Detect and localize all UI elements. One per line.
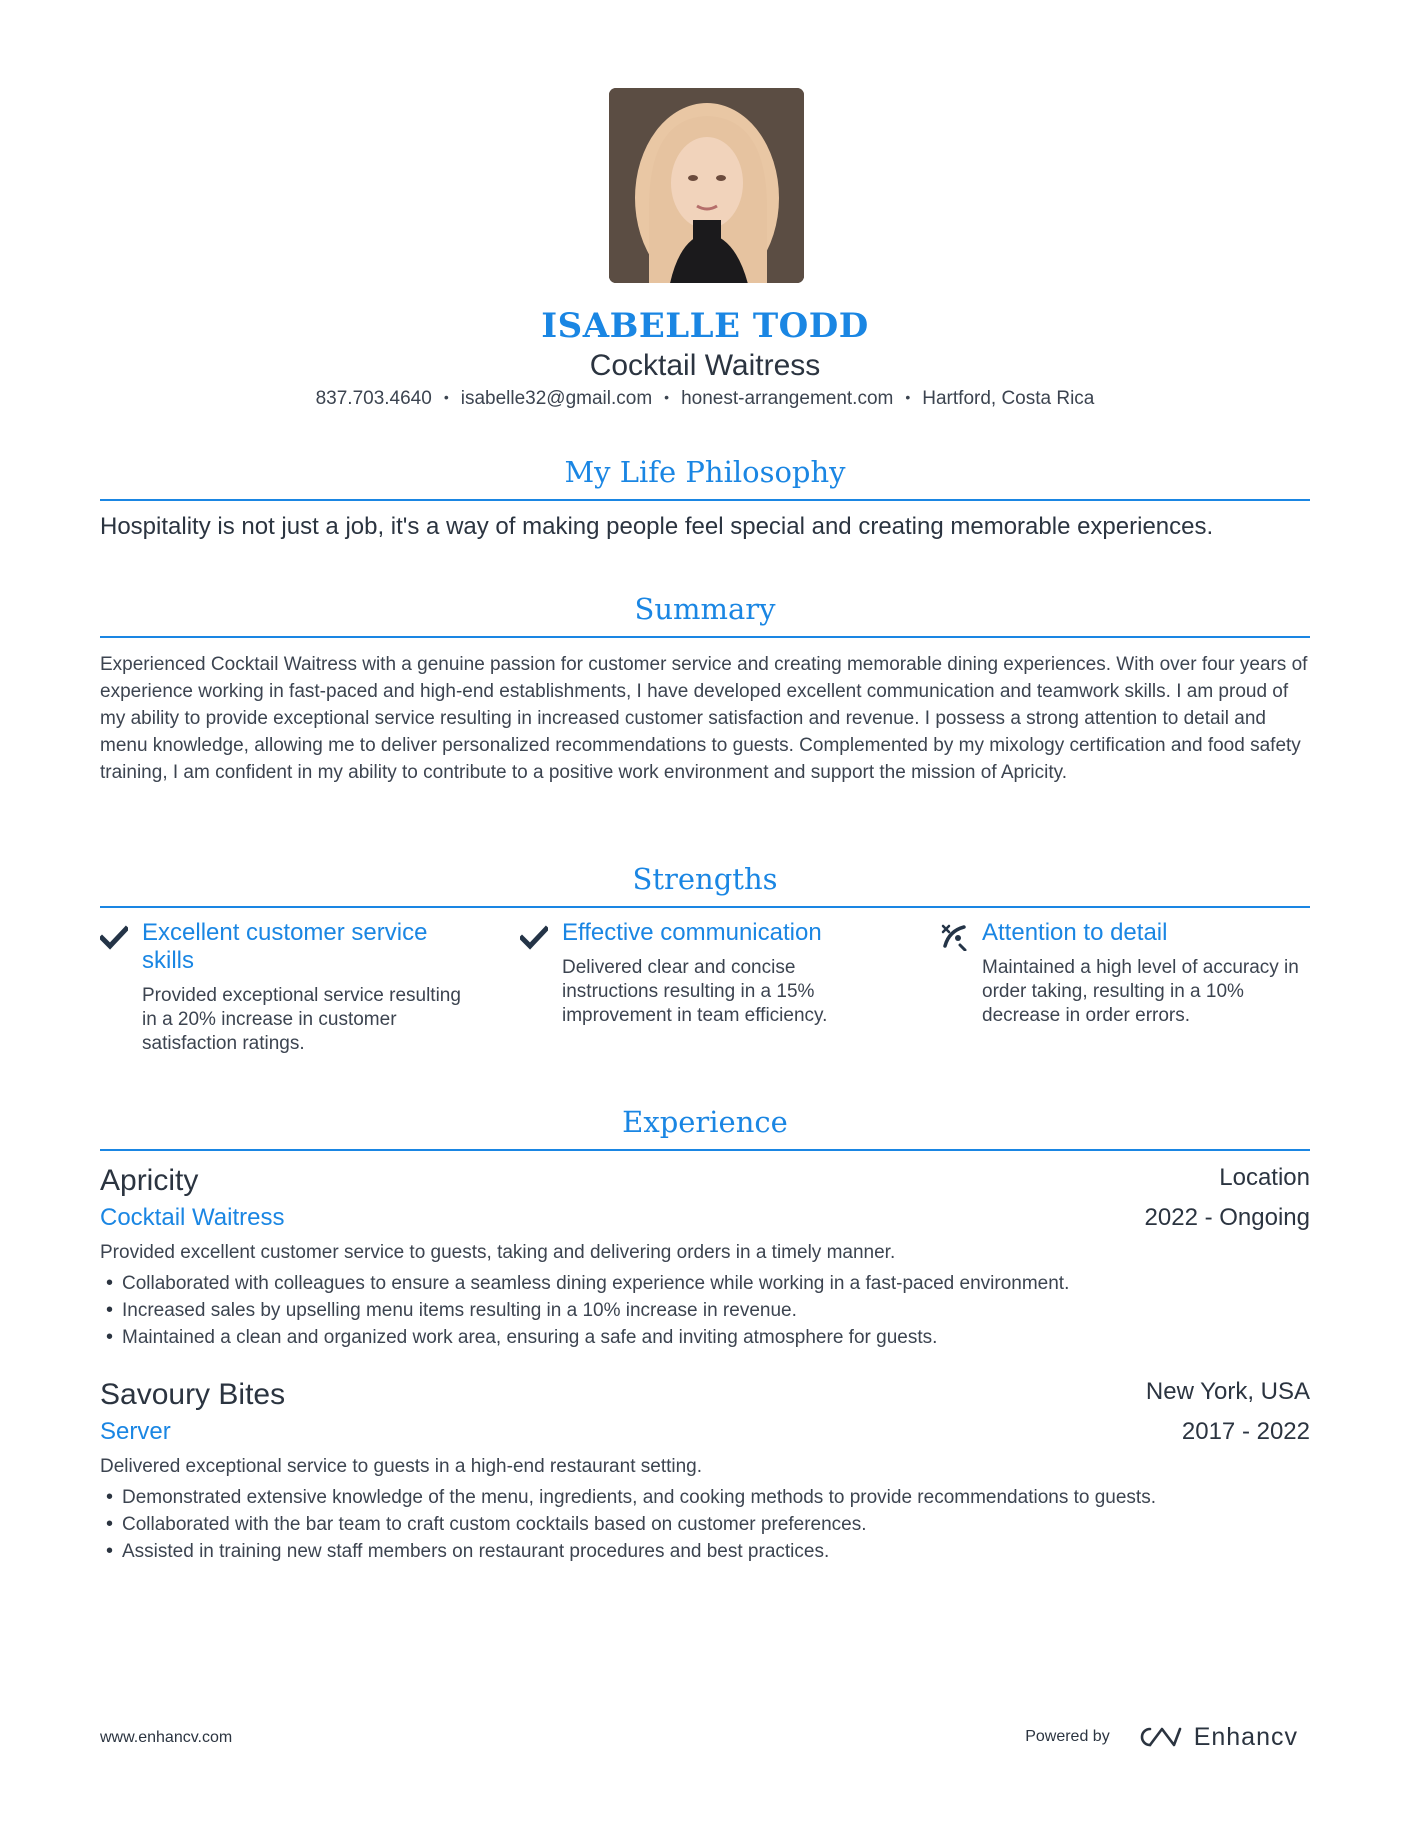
- list-item: • Demonstrated extensive knowledge of the menu, ingredients, and cooking methods to provide recommendations to guests.: [100, 1484, 1156, 1511]
- section-divider: [100, 636, 1310, 638]
- contact-separator: •: [905, 389, 911, 405]
- job-description: Provided excellent customer service to guests, taking and delivering orders in a timely manner.: [100, 1242, 896, 1263]
- strength-title: Excellent customer service skills: [142, 919, 428, 974]
- summary-text: Experienced Cocktail Waitress with a genuine passion for customer service and creating memorable dining experiences. With over four years of experience working in fast-paced and high-end establishments, I have developed excellent communication and teamwork skills. I am proud of my ability to provide exceptional service resulting in increased customer satisfaction and revenue. I possess a strong attention to detail and menu knowledge, allowing me to deliver personalized recommendations to guests. Complemented by my mixology certification and food safety training, I am confident in my ability to contribute to a positive work environment and support the mission of Apricity.: [100, 654, 1308, 783]
- brand-name: Enhancv: [1193, 1722, 1298, 1751]
- candidate-headline: Cocktail Waitress: [589, 349, 821, 382]
- job-dates: 2017 - 2022: [1181, 1418, 1310, 1445]
- job-description: Delivered exceptional service to guests in a high-end restaurant setting.: [100, 1456, 703, 1477]
- strength-description: Provided exceptional service resulting in a 20% increase in customer satisfaction ratings.: [142, 985, 461, 1054]
- strength-title: Attention to detail: [982, 919, 1168, 946]
- footer-branding[interactable]: [1025, 1719, 1298, 1755]
- contact-line: [100, 388, 1310, 410]
- enhancv-logo-icon: [1136, 1724, 1184, 1750]
- contact-phone: 837.703.4640: [315, 388, 432, 409]
- contact-website: honest-arrangement.com: [681, 388, 894, 409]
- portrait-illustration: [609, 88, 804, 283]
- checkmark-icon: [520, 923, 548, 951]
- candidate-name: ISABELLE TODD: [541, 306, 869, 346]
- company-name: Apricity: [100, 1164, 199, 1197]
- contact-email: isabelle32@gmail.com: [460, 388, 653, 409]
- footer-website-link[interactable]: www.enhancv.com: [100, 1729, 233, 1746]
- precision-icon: [940, 923, 968, 951]
- strength-description: Delivered clear and concise instructions resulting in a 15% improvement in team efficiency.: [562, 957, 828, 1026]
- list-item: • Collaborated with the bar team to craft custom cocktails based on customer preferences.: [100, 1511, 1156, 1538]
- list-item: • Assisted in training new staff members on restaurant procedures and best practices.: [100, 1538, 1156, 1565]
- contact-separator: •: [664, 389, 670, 405]
- job-bullets: [100, 1270, 1069, 1351]
- contact-location: Hartford, Costa Rica: [922, 388, 1095, 409]
- list-item: • Maintained a clean and organized work area, ensuring a safe and inviting atmosphere for guests.: [100, 1324, 1069, 1351]
- job-role: Cocktail Waitress: [100, 1204, 285, 1231]
- strength-title: Effective communication: [562, 919, 822, 946]
- section-title-summary: Summary: [634, 592, 776, 626]
- job-dates: 2022 - Ongoing: [1144, 1204, 1310, 1231]
- philosophy-text: Hospitality is not just a job, it's a way of making people feel special and creating memorable experiences.: [100, 513, 1214, 540]
- checkmark-icon: [100, 923, 128, 951]
- profile-photo: [609, 88, 804, 283]
- job-bullets: [100, 1484, 1156, 1565]
- company-name: Savoury Bites: [100, 1378, 286, 1411]
- strength-description: Maintained a high level of accuracy in order taking, resulting in a 10% decrease in order errors.: [982, 957, 1299, 1026]
- list-item: • Increased sales by upselling menu items resulting in a 10% increase in revenue.: [100, 1297, 1069, 1324]
- job-location: New York, USA: [1145, 1378, 1310, 1405]
- section-title-philosophy: My Life Philosophy: [564, 455, 846, 489]
- job-role: Server: [100, 1418, 171, 1445]
- section-title-experience: Experience: [622, 1105, 788, 1139]
- list-item: • Collaborated with colleagues to ensure a seamless dining experience while working in a fast-paced environment.: [100, 1270, 1069, 1297]
- section-divider: [100, 906, 1310, 908]
- section-divider: [100, 499, 1310, 501]
- contact-separator: •: [443, 389, 449, 405]
- section-divider: [100, 1149, 1310, 1151]
- powered-by-label: Powered by: [1025, 1728, 1110, 1745]
- job-location: Location: [1219, 1164, 1310, 1191]
- section-title-strengths: Strengths: [632, 862, 778, 896]
